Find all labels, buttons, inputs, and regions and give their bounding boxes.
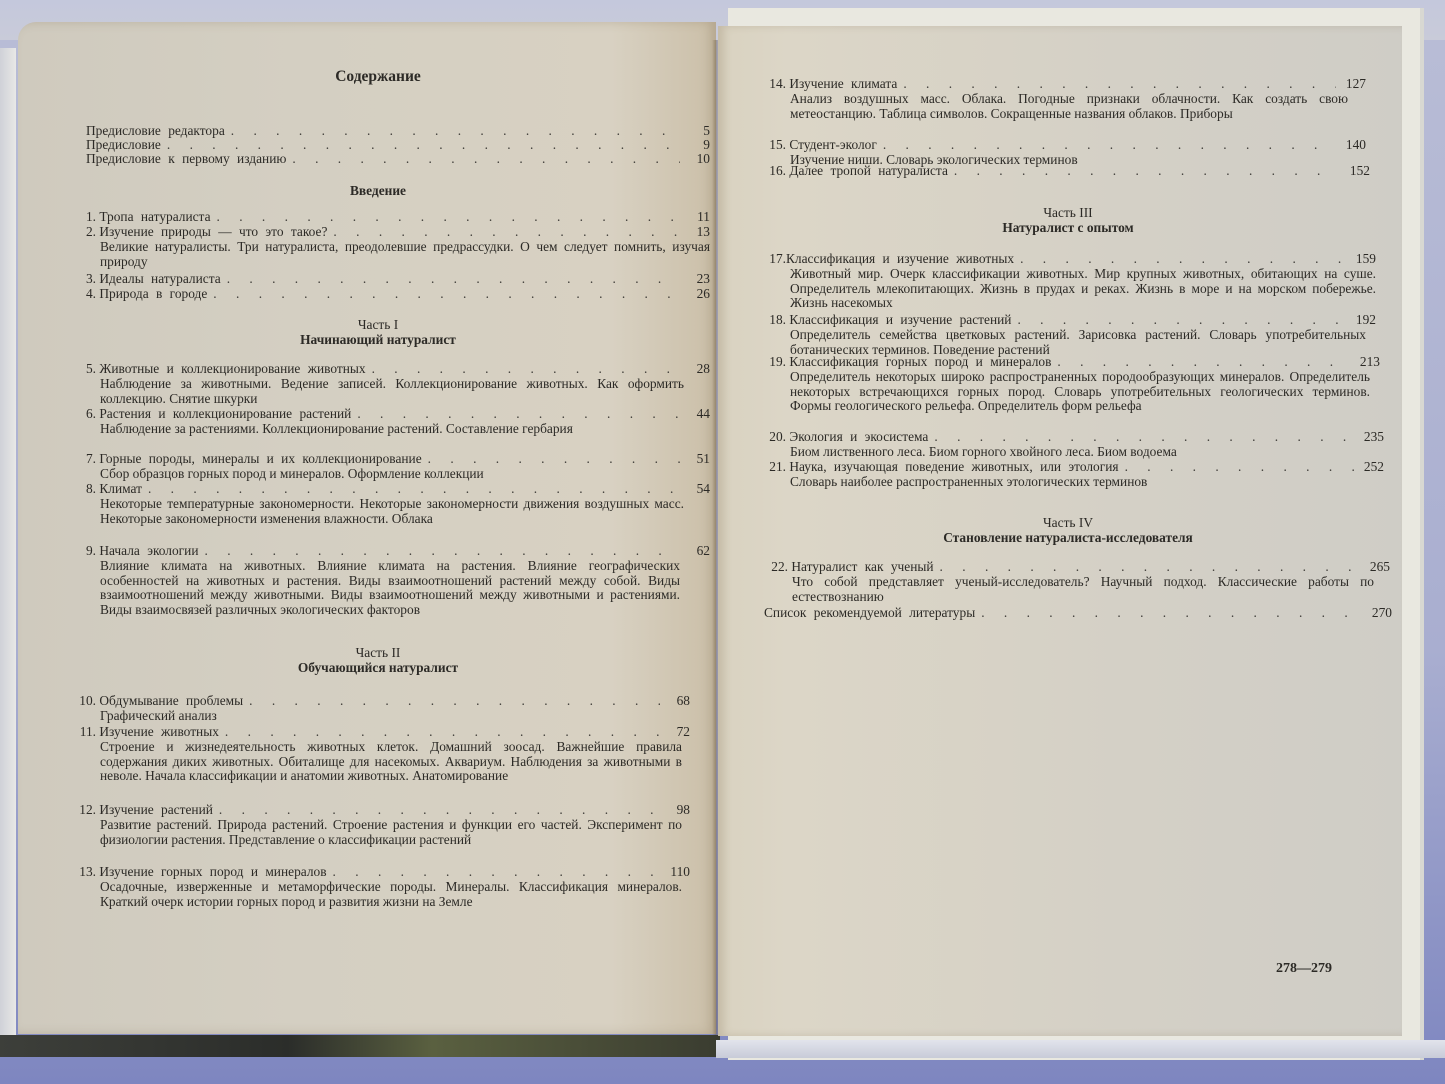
leader-dots (372, 362, 680, 377)
leader-dots (1020, 252, 1346, 267)
section-name: Введение (349, 183, 407, 198)
section-heading (278, 184, 478, 199)
entry-title: Тропа натуралиста (99, 209, 211, 224)
entry-number: 16. (769, 163, 786, 178)
entry-description: Развитие растений. Природа растений. Строение растения и функции его частей. Эксперимент по физиологии растения. Представление о классификации растений (100, 816, 682, 847)
entry-title: Животные и коллекционирование животных (99, 361, 366, 376)
entry-page: 68 (676, 693, 690, 708)
entry-title: Список рекомендуемой литературы (764, 605, 976, 620)
entry-number: 22. (771, 559, 788, 574)
entry-description: Наблюдение за животными. Ведение записей. Коллекционирование животных. Как оформить коллекцию. Снятие шкурки (100, 375, 684, 406)
section-heading (238, 646, 518, 676)
entry-title: Изучение растений (99, 802, 213, 817)
toc-entry (766, 560, 1390, 604)
toc-entry (86, 124, 710, 139)
leader-dots (954, 164, 1340, 179)
toc-entry (74, 865, 690, 909)
entry-page: 270 (1371, 605, 1392, 620)
toc-entry (74, 694, 690, 724)
entry-number: 19. (769, 354, 786, 369)
entry-description: Определитель некоторых широко распространенных породообразующих минералов. Определитель некоторых встречающихся горных пород. Словарь употребительных геологических терминов. Формы геологического рельефа. Определитель форм рельефа (790, 368, 1370, 414)
entry-description: Биом лиственного леса. Биом горного хвойного леса. Биом водоема (790, 443, 1177, 459)
section-heading (918, 206, 1218, 236)
entry-page: 23 (696, 271, 710, 286)
entry-page: 26 (696, 286, 710, 301)
entry-number: 13. (79, 864, 96, 879)
toc-entry (80, 452, 710, 482)
entry-description: Сбор образцов горных пород и минералов. Оформление коллекции (100, 465, 484, 481)
entry-description: Что собой представляет ученый-исследователь? Научный подход. Классические работы по естествознанию (792, 573, 1374, 604)
entry-number: 3. (85, 271, 96, 286)
entry-title: Предисловие (86, 137, 161, 152)
leader-dots (205, 544, 681, 559)
entry-number: 14. (769, 76, 786, 91)
entry-title: Классификация горных пород и минералов (789, 354, 1052, 369)
entry-description: Наблюдение за растениями. Коллекционирование растений. Составление гербария (100, 420, 573, 436)
entry-page: 110 (670, 864, 690, 879)
leader-dots (1017, 313, 1346, 328)
part-label: Часть IV (1042, 515, 1094, 530)
entry-title: Далее тропой натуралиста (789, 163, 948, 178)
entry-description: Графический анализ (100, 707, 217, 723)
toc-entry (80, 362, 710, 406)
toc-entry (764, 313, 1376, 357)
entry-page: 235 (1363, 429, 1384, 444)
entry-description: Влияние климата на животных. Влияние климата на растения. Влияние географических особенностей на животных и растения. Виды взаимоотношений растений между собой. Виды взаимоотношений между животными. Виды взаимоотношений между животными и растениями. Виды взаимосвязей различных экологических факторов (100, 557, 680, 618)
entry-page: 140 (1345, 137, 1366, 152)
left-cover-bottom (0, 1035, 720, 1057)
entry-title: Предисловие редактора (86, 123, 225, 138)
entry-title: Изучение животных (99, 724, 219, 739)
toc-entry (764, 460, 1384, 490)
toc-entry (86, 152, 710, 167)
entry-title: Обдумывание проблемы (99, 693, 244, 708)
entry-page: 72 (676, 724, 690, 739)
entry-page: 10 (696, 151, 710, 166)
section-heading (238, 318, 518, 348)
leader-dots (428, 452, 680, 467)
part-name: Становление натуралиста-исследователя (943, 529, 1193, 545)
part-name: Натуралист с опытом (1002, 219, 1134, 235)
entry-page: 265 (1369, 559, 1390, 574)
entry-number: 17. (769, 251, 786, 266)
entry-title: Натуралист как ученый (791, 559, 934, 574)
toc-entry (80, 287, 710, 302)
leader-dots (903, 77, 1336, 92)
entry-number: 4. (85, 286, 96, 301)
leader-dots (1057, 355, 1350, 370)
entry-title: Экология и экосистема (789, 429, 929, 444)
toc-entry (764, 355, 1380, 414)
entry-number: 5. (85, 361, 96, 376)
entry-number: 11. (79, 724, 96, 739)
page-number: 278—279 (1276, 961, 1332, 976)
page-title: Содержание (335, 68, 421, 85)
entry-description: Изучение ниши. Словарь экологических терминов (790, 151, 1078, 167)
entry-number: 21. (769, 459, 786, 474)
entry-title: Изучение климата (789, 76, 898, 91)
entry-description: Словарь наиболее распространенных этологических терминов (790, 473, 1148, 489)
part-name: Начинающий натуралист (300, 331, 456, 347)
entry-page: 152 (1349, 163, 1370, 178)
left-cover-edge (0, 48, 16, 1048)
leader-dots (225, 725, 660, 740)
toc-entry (764, 252, 1376, 311)
leader-dots (213, 287, 680, 302)
leader-dots (333, 865, 660, 880)
left-page (18, 22, 716, 1034)
entry-number: 10. (79, 693, 96, 708)
entry-description: Строение и жизнедеятельность животных клеток. Домашний зоосад. Важнейшие правила содержания диких животных. Обиталище для насекомых. Аквариум. Наблюдения за животными в неволе. Начала классификации и анатомии животных. Анатомирование (100, 738, 682, 784)
leader-dots (981, 606, 1362, 621)
toc-entry (764, 606, 1392, 621)
entry-page: 127 (1345, 76, 1366, 91)
toc-entry (80, 407, 710, 437)
entry-description: Великие натуралисты. Три натуралиста, преодолевшие предрассудки. О чем следует помнить, изучая природу (100, 238, 710, 269)
leader-dots (333, 225, 680, 240)
entry-page: 192 (1355, 312, 1376, 327)
entry-number: 8. (85, 481, 96, 496)
toc-entry (80, 544, 710, 618)
leader-dots (231, 124, 680, 139)
part-label: Часть III (1043, 205, 1093, 220)
leader-dots (1125, 460, 1354, 475)
entry-title: Студент-эколог (789, 137, 877, 152)
entry-description: Анализ воздушных масс. Облака. Погодные признаки облачности. Как создать свою метеостанцию. Таблица символов. Сокращенные названия облаков. Приборы (790, 90, 1348, 121)
leader-dots (249, 694, 660, 709)
part-label: Часть II (355, 645, 401, 660)
entry-description: Животный мир. Очерк классификации животных. Мир крупных животных, обитающих на суше. Определитель млекопитающих. Жизнь в прудах и реках. Жизнь в море и на морском побережье. Жизнь насекомых (790, 265, 1376, 311)
section-heading (898, 516, 1238, 546)
right-page (718, 26, 1402, 1036)
toc-entry (80, 225, 710, 269)
entry-number: 18. (769, 312, 786, 327)
leader-dots (148, 482, 680, 497)
leader-dots (357, 407, 680, 422)
entry-title: Предисловие к первому изданию (86, 151, 287, 166)
entry-title: Идеалы натуралиста (99, 271, 221, 286)
entry-title: Изучение природы — что это такое? (99, 224, 328, 239)
entry-page: 44 (696, 406, 710, 421)
toc-entry (80, 272, 710, 287)
part-name: Обучающийся натуралист (297, 659, 459, 675)
leader-dots (292, 152, 680, 167)
entry-page: 213 (1359, 354, 1380, 369)
leader-dots (217, 210, 680, 225)
toc-entry (80, 210, 710, 225)
entry-title: Классификация и изучение растений (789, 312, 1012, 327)
entry-title: Классификация и изучение животных (786, 251, 1015, 266)
entry-number: 15. (769, 137, 786, 152)
toc-entry (74, 725, 690, 784)
entry-page: 98 (676, 802, 690, 817)
entry-description: Некоторые температурные закономерности. Некоторые закономерности движения воздушных масс. Некоторые закономерности изменения влажности. Облака (100, 495, 684, 526)
entry-title: Наука, изучающая поведение животных, или этология (789, 459, 1119, 474)
entry-page: 54 (696, 481, 710, 496)
right-cover-bottom (716, 1040, 1445, 1058)
entry-number: 2. (85, 224, 96, 239)
leader-dots (934, 430, 1354, 445)
entry-number: 6. (85, 406, 96, 421)
entry-title: Горные породы, минералы и их коллекционирование (99, 451, 422, 466)
entry-number: 7. (85, 451, 96, 466)
toc-entry (764, 430, 1384, 460)
entry-title: Изучение горных пород и минералов (99, 864, 327, 879)
entry-page: 159 (1355, 251, 1376, 266)
entry-number: 12. (79, 802, 96, 817)
entry-number: 1. (85, 209, 96, 224)
entry-number: 20. (769, 429, 786, 444)
toc-entry (764, 77, 1366, 121)
entry-page: 51 (696, 451, 710, 466)
entry-page: 11 (697, 209, 710, 224)
entry-page: 28 (696, 361, 710, 376)
entry-description: Осадочные, изверженные и метаморфические породы. Минералы. Классификация минералов. Краткий очерк истории горных пород и развития жизни на Земле (100, 878, 682, 909)
entry-title: Растения и коллекционирование растений (99, 406, 352, 421)
toc-entry (764, 164, 1370, 179)
part-label: Часть I (357, 317, 399, 332)
leader-dots (940, 560, 1360, 575)
entry-page: 5 (703, 123, 710, 138)
entry-page: 62 (696, 543, 710, 558)
toc-entry (80, 482, 710, 526)
leader-dots (883, 138, 1336, 153)
leader-dots (219, 803, 660, 818)
entry-page: 13 (696, 224, 710, 239)
entry-description: Определитель семейства цветковых растений. Зарисовка растений. Словарь употребительных ботанических терминов. Поведение растений (790, 326, 1366, 357)
entry-title: Начала экологии (99, 543, 199, 558)
entry-page: 9 (703, 137, 710, 152)
entry-page: 252 (1363, 459, 1384, 474)
leader-dots (227, 272, 680, 287)
toc-entry (74, 803, 690, 847)
entry-number: 9. (85, 543, 96, 558)
entry-title: Климат (99, 481, 142, 496)
entry-title: Природа в городе (99, 286, 208, 301)
